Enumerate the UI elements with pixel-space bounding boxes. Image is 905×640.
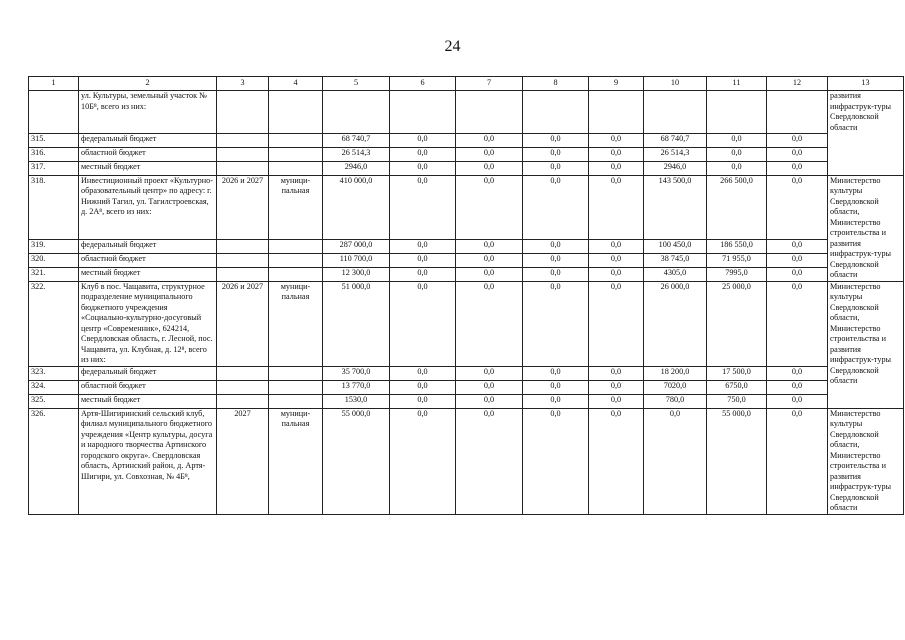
- value-cell: 0,0: [589, 267, 644, 281]
- table-row: [29, 161, 904, 175]
- value-cell: 6750,0: [707, 380, 767, 394]
- value-cell: 0,0: [456, 133, 523, 147]
- page-number: 24: [444, 38, 461, 55]
- value-cell: 0,0: [589, 175, 644, 239]
- value-cell: 26 000,0: [644, 281, 707, 366]
- value-cell: 0,0: [767, 239, 828, 253]
- value-cell: 0,0: [456, 147, 523, 161]
- value-cell: 0,0: [390, 175, 456, 239]
- value-cell: 0,0: [523, 394, 589, 408]
- object-name: местный бюджет: [79, 394, 217, 408]
- column-header: 11: [707, 77, 767, 91]
- period-cell: [217, 133, 269, 147]
- object-name: ул. Культуры, земельный участок № 10Б⁸, всего из них:: [79, 91, 217, 134]
- value-cell: 0,0: [456, 394, 523, 408]
- column-header: 2: [79, 77, 217, 91]
- value-cell: 266 500,0: [707, 175, 767, 239]
- ownership-cell: муници-пальная: [269, 175, 323, 239]
- column-header: 3: [217, 77, 269, 91]
- object-name: федеральный бюджет: [79, 133, 217, 147]
- ownership-cell: [269, 147, 323, 161]
- responsible-cell: [828, 133, 904, 175]
- responsible-cell: Министерство культуры Свердловской области, Министерство строительства и развития инфраструк-туры Свердловской области: [828, 175, 904, 281]
- value-cell: 0,0: [767, 281, 828, 366]
- period-cell: 2027: [217, 408, 269, 514]
- column-header: 5: [323, 77, 390, 91]
- value-cell: [456, 91, 523, 134]
- value-cell: [390, 91, 456, 134]
- value-cell: 0,0: [390, 408, 456, 514]
- ownership-cell: [269, 366, 323, 380]
- value-cell: 13 770,0: [323, 380, 390, 394]
- value-cell: [707, 91, 767, 134]
- value-cell: 0,0: [523, 133, 589, 147]
- value-cell: [523, 91, 589, 134]
- value-cell: 0,0: [707, 147, 767, 161]
- period-cell: [217, 394, 269, 408]
- value-cell: [644, 91, 707, 134]
- period-cell: 2026 и 2027: [217, 175, 269, 239]
- row-number: 322.: [29, 281, 79, 366]
- period-cell: [217, 253, 269, 267]
- value-cell: 0,0: [767, 366, 828, 380]
- object-name: областной бюджет: [79, 380, 217, 394]
- value-cell: 0,0: [767, 147, 828, 161]
- period-cell: [217, 239, 269, 253]
- row-number: [29, 91, 79, 134]
- value-cell: 0,0: [589, 133, 644, 147]
- row-number: 321.: [29, 267, 79, 281]
- value-cell: 0,0: [589, 161, 644, 175]
- value-cell: [767, 91, 828, 134]
- responsible-cell: Министерство культуры Свердловской области, Министерство строительства и развития инфраструк-туры Свердловской области: [828, 408, 904, 514]
- value-cell: [217, 91, 269, 134]
- value-cell: 0,0: [523, 175, 589, 239]
- period-cell: [217, 267, 269, 281]
- ownership-cell: [269, 253, 323, 267]
- value-cell: 2946,0: [644, 161, 707, 175]
- value-cell: 0,0: [390, 380, 456, 394]
- column-header: 10: [644, 77, 707, 91]
- value-cell: 0,0: [644, 408, 707, 514]
- responsible-cell: развития инфраструк-туры Свердловской области: [828, 91, 904, 134]
- value-cell: 0,0: [767, 253, 828, 267]
- value-cell: 71 955,0: [707, 253, 767, 267]
- value-cell: 1530,0: [323, 394, 390, 408]
- ownership-cell: [269, 267, 323, 281]
- ownership-cell: муници-пальная: [269, 408, 323, 514]
- responsible-cell: Министерство культуры Свердловской области, Министерство строительства и развития инфраструк-туры Свердловской области: [828, 281, 904, 408]
- value-cell: 0,0: [767, 380, 828, 394]
- value-cell: 0,0: [390, 147, 456, 161]
- value-cell: 0,0: [390, 253, 456, 267]
- value-cell: 0,0: [523, 267, 589, 281]
- value-cell: 0,0: [523, 366, 589, 380]
- value-cell: 0,0: [523, 380, 589, 394]
- value-cell: [323, 91, 390, 134]
- value-cell: 0,0: [390, 161, 456, 175]
- table-row: [29, 281, 904, 366]
- value-cell: 0,0: [390, 239, 456, 253]
- value-cell: 12 300,0: [323, 267, 390, 281]
- column-header: 6: [390, 77, 456, 91]
- object-name: областной бюджет: [79, 253, 217, 267]
- value-cell: 143 500,0: [644, 175, 707, 239]
- row-number: 325.: [29, 394, 79, 408]
- value-cell: 25 000,0: [707, 281, 767, 366]
- value-cell: 0,0: [767, 133, 828, 147]
- table-row: [29, 147, 904, 161]
- header-row: [29, 77, 904, 91]
- value-cell: 55 000,0: [323, 408, 390, 514]
- column-header: 13: [828, 77, 904, 91]
- value-cell: 287 000,0: [323, 239, 390, 253]
- value-cell: 0,0: [523, 161, 589, 175]
- value-cell: 0,0: [767, 408, 828, 514]
- value-cell: 0,0: [767, 175, 828, 239]
- period-cell: 2026 и 2027: [217, 281, 269, 366]
- value-cell: 0,0: [523, 253, 589, 267]
- table-row: [29, 253, 904, 267]
- value-cell: 0,0: [390, 133, 456, 147]
- period-cell: [217, 161, 269, 175]
- object-name: федеральный бюджет: [79, 239, 217, 253]
- budget-table: [28, 76, 904, 515]
- value-cell: 0,0: [456, 281, 523, 366]
- value-cell: 780,0: [644, 394, 707, 408]
- column-header: 12: [767, 77, 828, 91]
- column-header: 1: [29, 77, 79, 91]
- table-row: [29, 267, 904, 281]
- value-cell: 0,0: [390, 281, 456, 366]
- value-cell: 0,0: [456, 408, 523, 514]
- value-cell: 0,0: [456, 161, 523, 175]
- value-cell: 186 550,0: [707, 239, 767, 253]
- object-name: местный бюджет: [79, 161, 217, 175]
- value-cell: 0,0: [456, 239, 523, 253]
- value-cell: 750,0: [707, 394, 767, 408]
- row-number: 323.: [29, 366, 79, 380]
- row-number: 317.: [29, 161, 79, 175]
- row-number: 320.: [29, 253, 79, 267]
- value-cell: 0,0: [589, 380, 644, 394]
- value-cell: 0,0: [523, 408, 589, 514]
- value-cell: 0,0: [523, 147, 589, 161]
- value-cell: 17 500,0: [707, 366, 767, 380]
- ownership-cell: [269, 380, 323, 394]
- table-row: [29, 408, 904, 514]
- value-cell: 7995,0: [707, 267, 767, 281]
- value-cell: 68 740,7: [644, 133, 707, 147]
- value-cell: 38 745,0: [644, 253, 707, 267]
- period-cell: [217, 147, 269, 161]
- table-row: [29, 133, 904, 147]
- value-cell: 51 000,0: [323, 281, 390, 366]
- row-number: 318.: [29, 175, 79, 239]
- column-header: 9: [589, 77, 644, 91]
- object-name: Артя-Шигиринский сельский клуб, филиал муниципального бюджетного учреждения «Центр культуры, досуга и народного творчества Артинского городского округа». Свердловская область, Артинский район, д. Артя-Шигири, ул. Совхозная, № 4Б⁸,: [79, 408, 217, 514]
- value-cell: 0,0: [589, 147, 644, 161]
- row-number: 316.: [29, 147, 79, 161]
- column-header: 4: [269, 77, 323, 91]
- table-row: [29, 394, 904, 408]
- ownership-cell: [269, 161, 323, 175]
- value-cell: 410 000,0: [323, 175, 390, 239]
- value-cell: 0,0: [767, 161, 828, 175]
- value-cell: 0,0: [589, 366, 644, 380]
- value-cell: 18 200,0: [644, 366, 707, 380]
- value-cell: 0,0: [589, 408, 644, 514]
- value-cell: 0,0: [390, 366, 456, 380]
- row-number: 315.: [29, 133, 79, 147]
- value-cell: 0,0: [456, 253, 523, 267]
- column-header: 7: [456, 77, 523, 91]
- value-cell: 0,0: [456, 175, 523, 239]
- period-cell: [217, 380, 269, 394]
- row-number: 324.: [29, 380, 79, 394]
- value-cell: 0,0: [707, 161, 767, 175]
- value-cell: 4305,0: [644, 267, 707, 281]
- value-cell: 55 000,0: [707, 408, 767, 514]
- value-cell: 0,0: [707, 133, 767, 147]
- column-header: 8: [523, 77, 589, 91]
- object-name: областной бюджет: [79, 147, 217, 161]
- value-cell: 0,0: [390, 267, 456, 281]
- value-cell: 0,0: [589, 239, 644, 253]
- value-cell: 110 700,0: [323, 253, 390, 267]
- object-name: федеральный бюджет: [79, 366, 217, 380]
- ownership-cell: [269, 133, 323, 147]
- value-cell: 0,0: [589, 253, 644, 267]
- value-cell: 0,0: [767, 394, 828, 408]
- value-cell: 2946,0: [323, 161, 390, 175]
- row-number: 326.: [29, 408, 79, 514]
- table-row: [29, 380, 904, 394]
- value-cell: 7020,0: [644, 380, 707, 394]
- value-cell: 0,0: [767, 267, 828, 281]
- object-name: Клуб в пос. Чащавита, структурное подразделение муниципального бюджетного учреждения «Социально-культурно-досуговый центр «Современник», 624214, Свердловская область, г. Лесной, пос. Чащавита, ул. Клубная, д. 12⁸, всего из них:: [79, 281, 217, 366]
- value-cell: 0,0: [523, 281, 589, 366]
- ownership-cell: муници-пальная: [269, 281, 323, 366]
- object-name: Инвестиционный проект «Культурно-образовательный центр» по адресу: г. Нижний Тагил, ул. Тагилстроевская, д. 2А⁸, всего из них:: [79, 175, 217, 239]
- value-cell: 0,0: [589, 281, 644, 366]
- value-cell: 26 514,3: [644, 147, 707, 161]
- continuation-row: [29, 91, 904, 134]
- value-cell: 0,0: [523, 239, 589, 253]
- ownership-cell: [269, 394, 323, 408]
- value-cell: 0,0: [589, 394, 644, 408]
- value-cell: [269, 91, 323, 134]
- value-cell: 26 514,3: [323, 147, 390, 161]
- period-cell: [217, 366, 269, 380]
- table-row: [29, 175, 904, 239]
- value-cell: 0,0: [456, 380, 523, 394]
- table-row: [29, 366, 904, 380]
- value-cell: 0,0: [456, 267, 523, 281]
- ownership-cell: [269, 239, 323, 253]
- value-cell: [589, 91, 644, 134]
- table-row: [29, 239, 904, 253]
- value-cell: 100 450,0: [644, 239, 707, 253]
- value-cell: 35 700,0: [323, 366, 390, 380]
- value-cell: 68 740,7: [323, 133, 390, 147]
- value-cell: 0,0: [456, 366, 523, 380]
- value-cell: 0,0: [390, 394, 456, 408]
- object-name: местный бюджет: [79, 267, 217, 281]
- row-number: 319.: [29, 239, 79, 253]
